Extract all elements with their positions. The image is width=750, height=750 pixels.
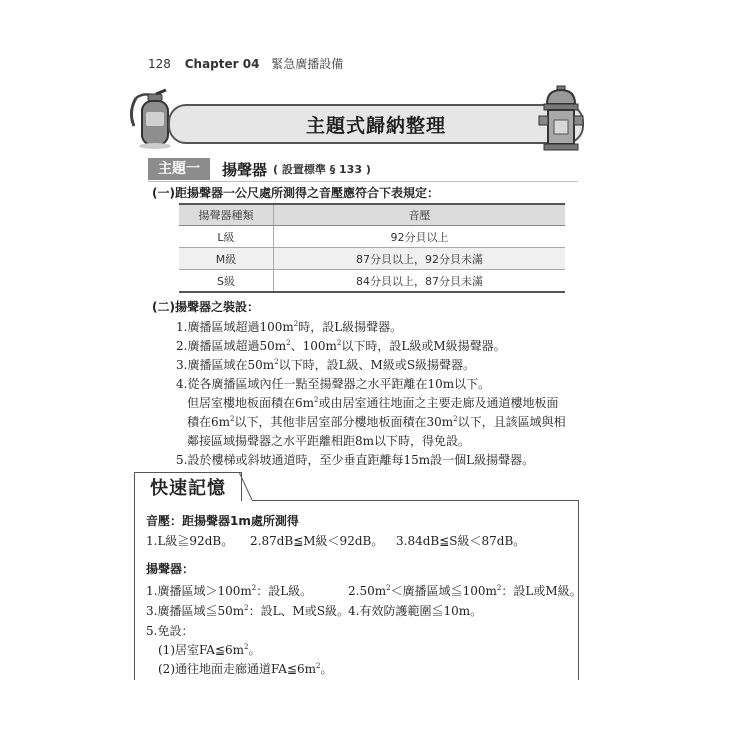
section-banner xyxy=(168,104,584,144)
table-cell: S級 xyxy=(179,270,274,293)
banner-title: 主題式歸納整理 xyxy=(305,114,446,137)
list-item-continuation: 但居室樓地板面積在$6m^2$或由居室通往地面之主要走廊及通道樓地板面 xyxy=(187,396,559,410)
chapter-label: Chapter 04 xyxy=(184,57,260,71)
table-cell: 87分貝以上，92分貝未滿 xyxy=(274,248,566,270)
column-header: 音壓 xyxy=(274,204,566,226)
memo-item: 2.87dB≦M級＜92dB。 xyxy=(250,534,384,548)
memo-border xyxy=(252,500,578,501)
divider xyxy=(148,181,578,182)
memo-title-tab xyxy=(134,472,242,501)
memo-border xyxy=(134,500,135,680)
fire-hydrant-icon xyxy=(538,84,584,152)
table-cell: 84分貝以上，87分貝未滿 xyxy=(274,270,566,293)
memo-item: 5.免設： xyxy=(146,624,194,638)
sound-pressure-table xyxy=(179,203,565,293)
page-header xyxy=(148,55,343,72)
memo-subitem: (1)居室$FA≦6m^2$。 xyxy=(158,643,261,657)
topic-title: 揚聲器 xyxy=(222,160,268,179)
chapter-title: 緊急廣播設備 xyxy=(271,57,344,71)
topic-heading xyxy=(148,158,371,180)
table-row xyxy=(179,226,565,248)
memo-item: 1.廣播區域$>100m^2$：設L級。 xyxy=(146,584,313,598)
topic-badge: 主題一 xyxy=(148,158,210,180)
memo-item: 4.有效防護範圍≦10m。 xyxy=(348,604,483,618)
list-item: 2.廣播區域超過$50m^2$、$100m^2$以下時，設L級或M級揚聲器。 xyxy=(176,339,506,353)
list-item: 1.廣播區域超過$100m^2$時，設L級揚聲器。 xyxy=(176,320,403,334)
section1-heading: (一)距揚聲器一公尺處所測得之音壓應符合下表規定： xyxy=(152,186,439,200)
memo-subitem: (2)通往地面走廊通道$FA≦6m^2$。 xyxy=(158,662,333,676)
memo-tab-edge xyxy=(239,472,253,501)
list-item-continuation: 鄰接區域揚聲器之水平距離相距8m以下時，得免設。 xyxy=(187,434,471,448)
column-header: 揚聲器種類 xyxy=(179,204,274,226)
topic-reference: ( 設置標準 § 133 ) xyxy=(273,163,371,176)
list-item: 5.設於樓梯或斜坡通道時，至少垂直距離每15m設一個L級揚聲器。 xyxy=(176,453,535,467)
table-cell: 92分貝以上 xyxy=(274,226,566,248)
list-item: 3.廣播區域在$50m^2$以下時，設L級、M級或S級揚聲器。 xyxy=(176,358,476,372)
memo-item: 1.L級≧92dB。 xyxy=(146,534,234,548)
list-item: 4.從各廣播區域內任一點至揚聲器之水平距離在10m以下。 xyxy=(176,377,491,391)
table-row xyxy=(179,248,565,270)
memo-speaker-heading: 揚聲器： xyxy=(146,562,195,576)
memo-spl-heading: 音壓：距揚聲器1m處所測得 xyxy=(146,514,299,528)
memo-item: 3.84dB≦S級＜87dB。 xyxy=(396,534,526,548)
table-cell: M級 xyxy=(179,248,274,270)
page-number: 128 xyxy=(148,57,171,71)
section2-heading: (二)揚聲器之裝設： xyxy=(152,300,259,314)
table-header-row xyxy=(179,204,565,226)
memo-item: $2.50m^2<$廣播區域$≦100m^2$：設L或M級。 xyxy=(348,584,582,598)
memo-item: 3.廣播區域$≦50m^2$：設L、M或S級。 xyxy=(146,604,350,618)
memo-title: 快速記憶 xyxy=(150,478,226,499)
table-cell: L級 xyxy=(179,226,274,248)
table-row xyxy=(179,270,565,293)
list-item-continuation: 積在$6m^2$以下，其他非居室部分樓地板面積在$30m^2$以下，且該區域與相 xyxy=(187,415,566,429)
